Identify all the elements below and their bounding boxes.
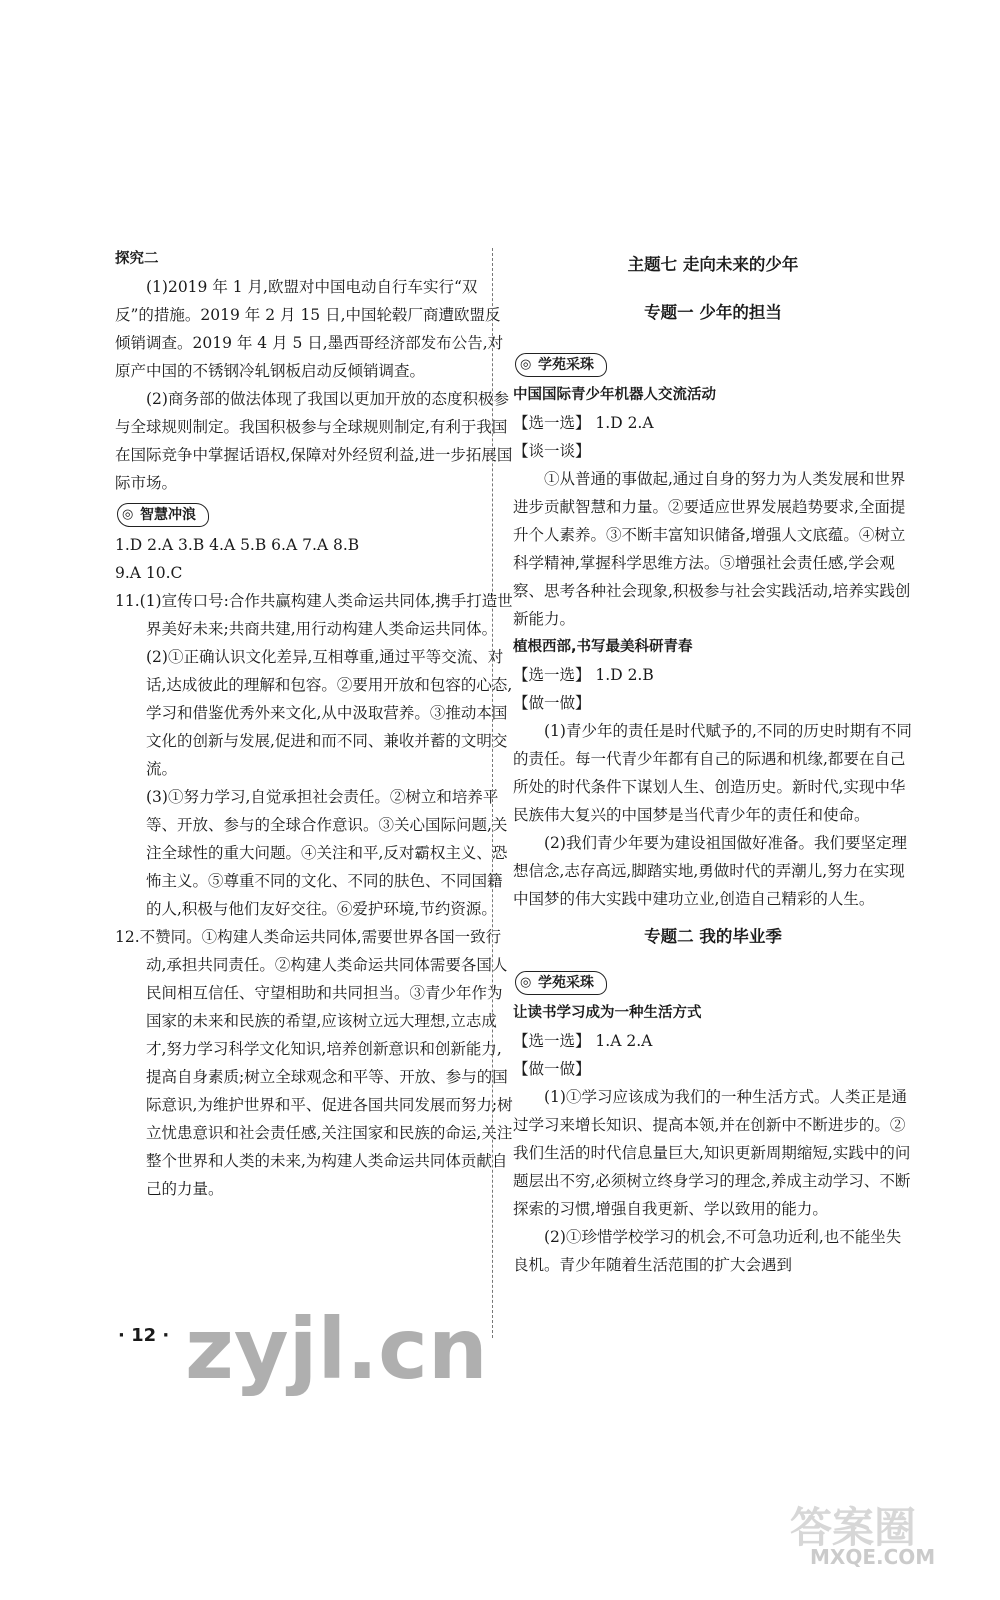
talk-label: 【谈一谈】	[513, 442, 591, 460]
do-1-part-1: (1)青少年的责任是时代赋予的,不同的历史时期有不同的责任。每一代青少年都有自己的际遇和机缘,都要在自己所处的时代条件下谋划人生、创造历史。新时代,实现中华民族伟大复兴的中国梦是当代青少年的责任和使命。	[513, 722, 912, 824]
answers-line-2: 9.A 10.C	[115, 564, 183, 582]
do-1-part-2: (2)我们青少年要为建设祖国做好准备。我们要坚定理想信念,志存高远,脚踏实地,勇做时代的弄潮儿,努力在实现中国梦的伟大实践中建功立业,创造自己精彩的人生。	[513, 834, 907, 908]
column-divider	[492, 248, 493, 1338]
choose-3: 【选一选】 1.A 2.A	[513, 1032, 653, 1050]
watermark-corner-url: MXQE.COM	[810, 1545, 936, 1569]
do-label-2: 【做一做】	[513, 1060, 591, 1078]
choose-2: 【选一选】 1.D 2.B	[513, 666, 654, 684]
question-11-part-2: (2)①正确认识文化差异,互相尊重,通过平等交流、对话,达成彼此的理解和包容。②要用开放和包容的心态,学习和借鉴优秀外来文化,从中汲取营养。③推动本国文化的创新与发展,促进和而不同、兼收并蓄的文明交流。	[146, 648, 513, 778]
section-badge-pearls-1: ◎ 学苑采珠	[515, 353, 607, 377]
swirl-icon: ◎	[520, 357, 532, 372]
answers-line-1: 1.D 2.A 3.B 4.A 5.B 6.A 7.A 8.B	[115, 536, 360, 554]
swirl-icon: ◎	[520, 975, 532, 990]
question-11-part-1: 11.(1)宣传口号:合作共赢构建人类命运共同体,携手打造世界美好未来;共商共建,用行动构建人类命运共同体。	[115, 592, 513, 638]
section-badge-pearls-2: ◎ 学苑采珠	[515, 971, 607, 995]
swirl-icon: ◎	[122, 507, 134, 522]
activity-2-title: 植根西部,书写最美科研青春	[513, 639, 693, 655]
do-2-part-2: (2)①珍惜学校学习的机会,不可急功近利,也不能坐失良机。青少年随着生活范围的扩大会遇到	[513, 1228, 902, 1274]
explore-para-1: (1)2019 年 1 月,欧盟对中国电动自行车实行“双反”的措施。2019 年 2 月 15 日,中国轮毂厂商遭欧盟反倾销调查。2019 年 4 月 5 日,墨西哥经济部发布公告,对原产中国的不锈钢冷轧钢板启动反倾销调查。	[115, 278, 504, 380]
activity-3-title: 让读书学习成为一种生活方式	[513, 1005, 702, 1021]
section-badge-wisdom: ◎ 智慧冲浪	[117, 503, 209, 527]
question-11-part-3: (3)①努力学习,自觉承担社会责任。②树立和培养平等、开放、参与的全球合作意识。③关心国际问题,关注全球性的重大问题。④关注和平,反对霸权主义、恐怖主义。⑤尊重不同的文化、不同的肤色、不同国籍的人,积极与他们友好交往。⑥爱护环境,节约资源。	[146, 788, 508, 918]
do-label-1: 【做一做】	[513, 694, 591, 712]
watermark-corner-logo: 答案圈	[790, 1503, 917, 1552]
choose-1: 【选一选】 1.D 2.A	[513, 414, 654, 432]
left-column	[115, 245, 515, 1203]
question-12: 12.不赞同。①构建人类命运共同体,需要世界各国一致行动,承担共同责任。②构建人类命运共同体需要各国人民间相互信任、守望相助和共同担当。③青少年作为国家的未来和民族的希望,应该树立远大理想,立志成才,努力学习科学文化知识,培养创新意识和创新能力,提高自身素质;树立全球观念和平等、开放、参与的国际意识,为维护世界和平、促进各国共同发展而努力;树立忧患意识和社会责任感,关注国家和民族的命运,关注整个世界和人类的未来,为构建人类命运共同体贡献自己的力量。	[115, 928, 513, 1198]
topic-2-title: 专题二 我的毕业季	[644, 927, 782, 946]
right-column	[513, 245, 913, 1279]
watermark-main: zyjl.cn	[185, 1300, 488, 1398]
theme-title: 主题七 走向未来的少年	[627, 255, 799, 274]
explore-para-2: (2)商务部的做法体现了我国以更加开放的态度积极参与全球规则制定。我国积极参与全球规则制定,有利于我国在国际竞争中掌握话语权,保障对外经贸利益,进一步拓展国际市场。	[115, 390, 513, 492]
do-2-part-1: (1)①学习应该成为我们的一种生活方式。人类正是通过学习来增长知识、提高本领,并在创新中不断进步的。②我们生活的时代信息量巨大,知识更新周期缩短,实践中的问题层出不穷,必须树立终身学习的理念,养成主动学习、不断探索的习惯,增强自我更新、学以致用的能力。	[513, 1088, 911, 1218]
page-number: · 12 ·	[118, 1325, 170, 1346]
section-heading: 探究二	[115, 251, 159, 267]
activity-1-title: 中国国际青少年机器人交流活动	[513, 387, 716, 403]
topic-1-title: 专题一 少年的担当	[644, 303, 782, 322]
talk-text: ①从普通的事做起,通过自身的努力为人类发展和世界进步贡献智慧和力量。②要适应世界发展趋势要求,全面提升个人素养。③不断丰富知识储备,增强人文底蕴。④树立科学精神,掌握科学思维方法。⑤增强社会责任感,学会观察、思考各种社会现象,积极参与社会实践活动,培养实践创新能力。	[513, 470, 911, 628]
